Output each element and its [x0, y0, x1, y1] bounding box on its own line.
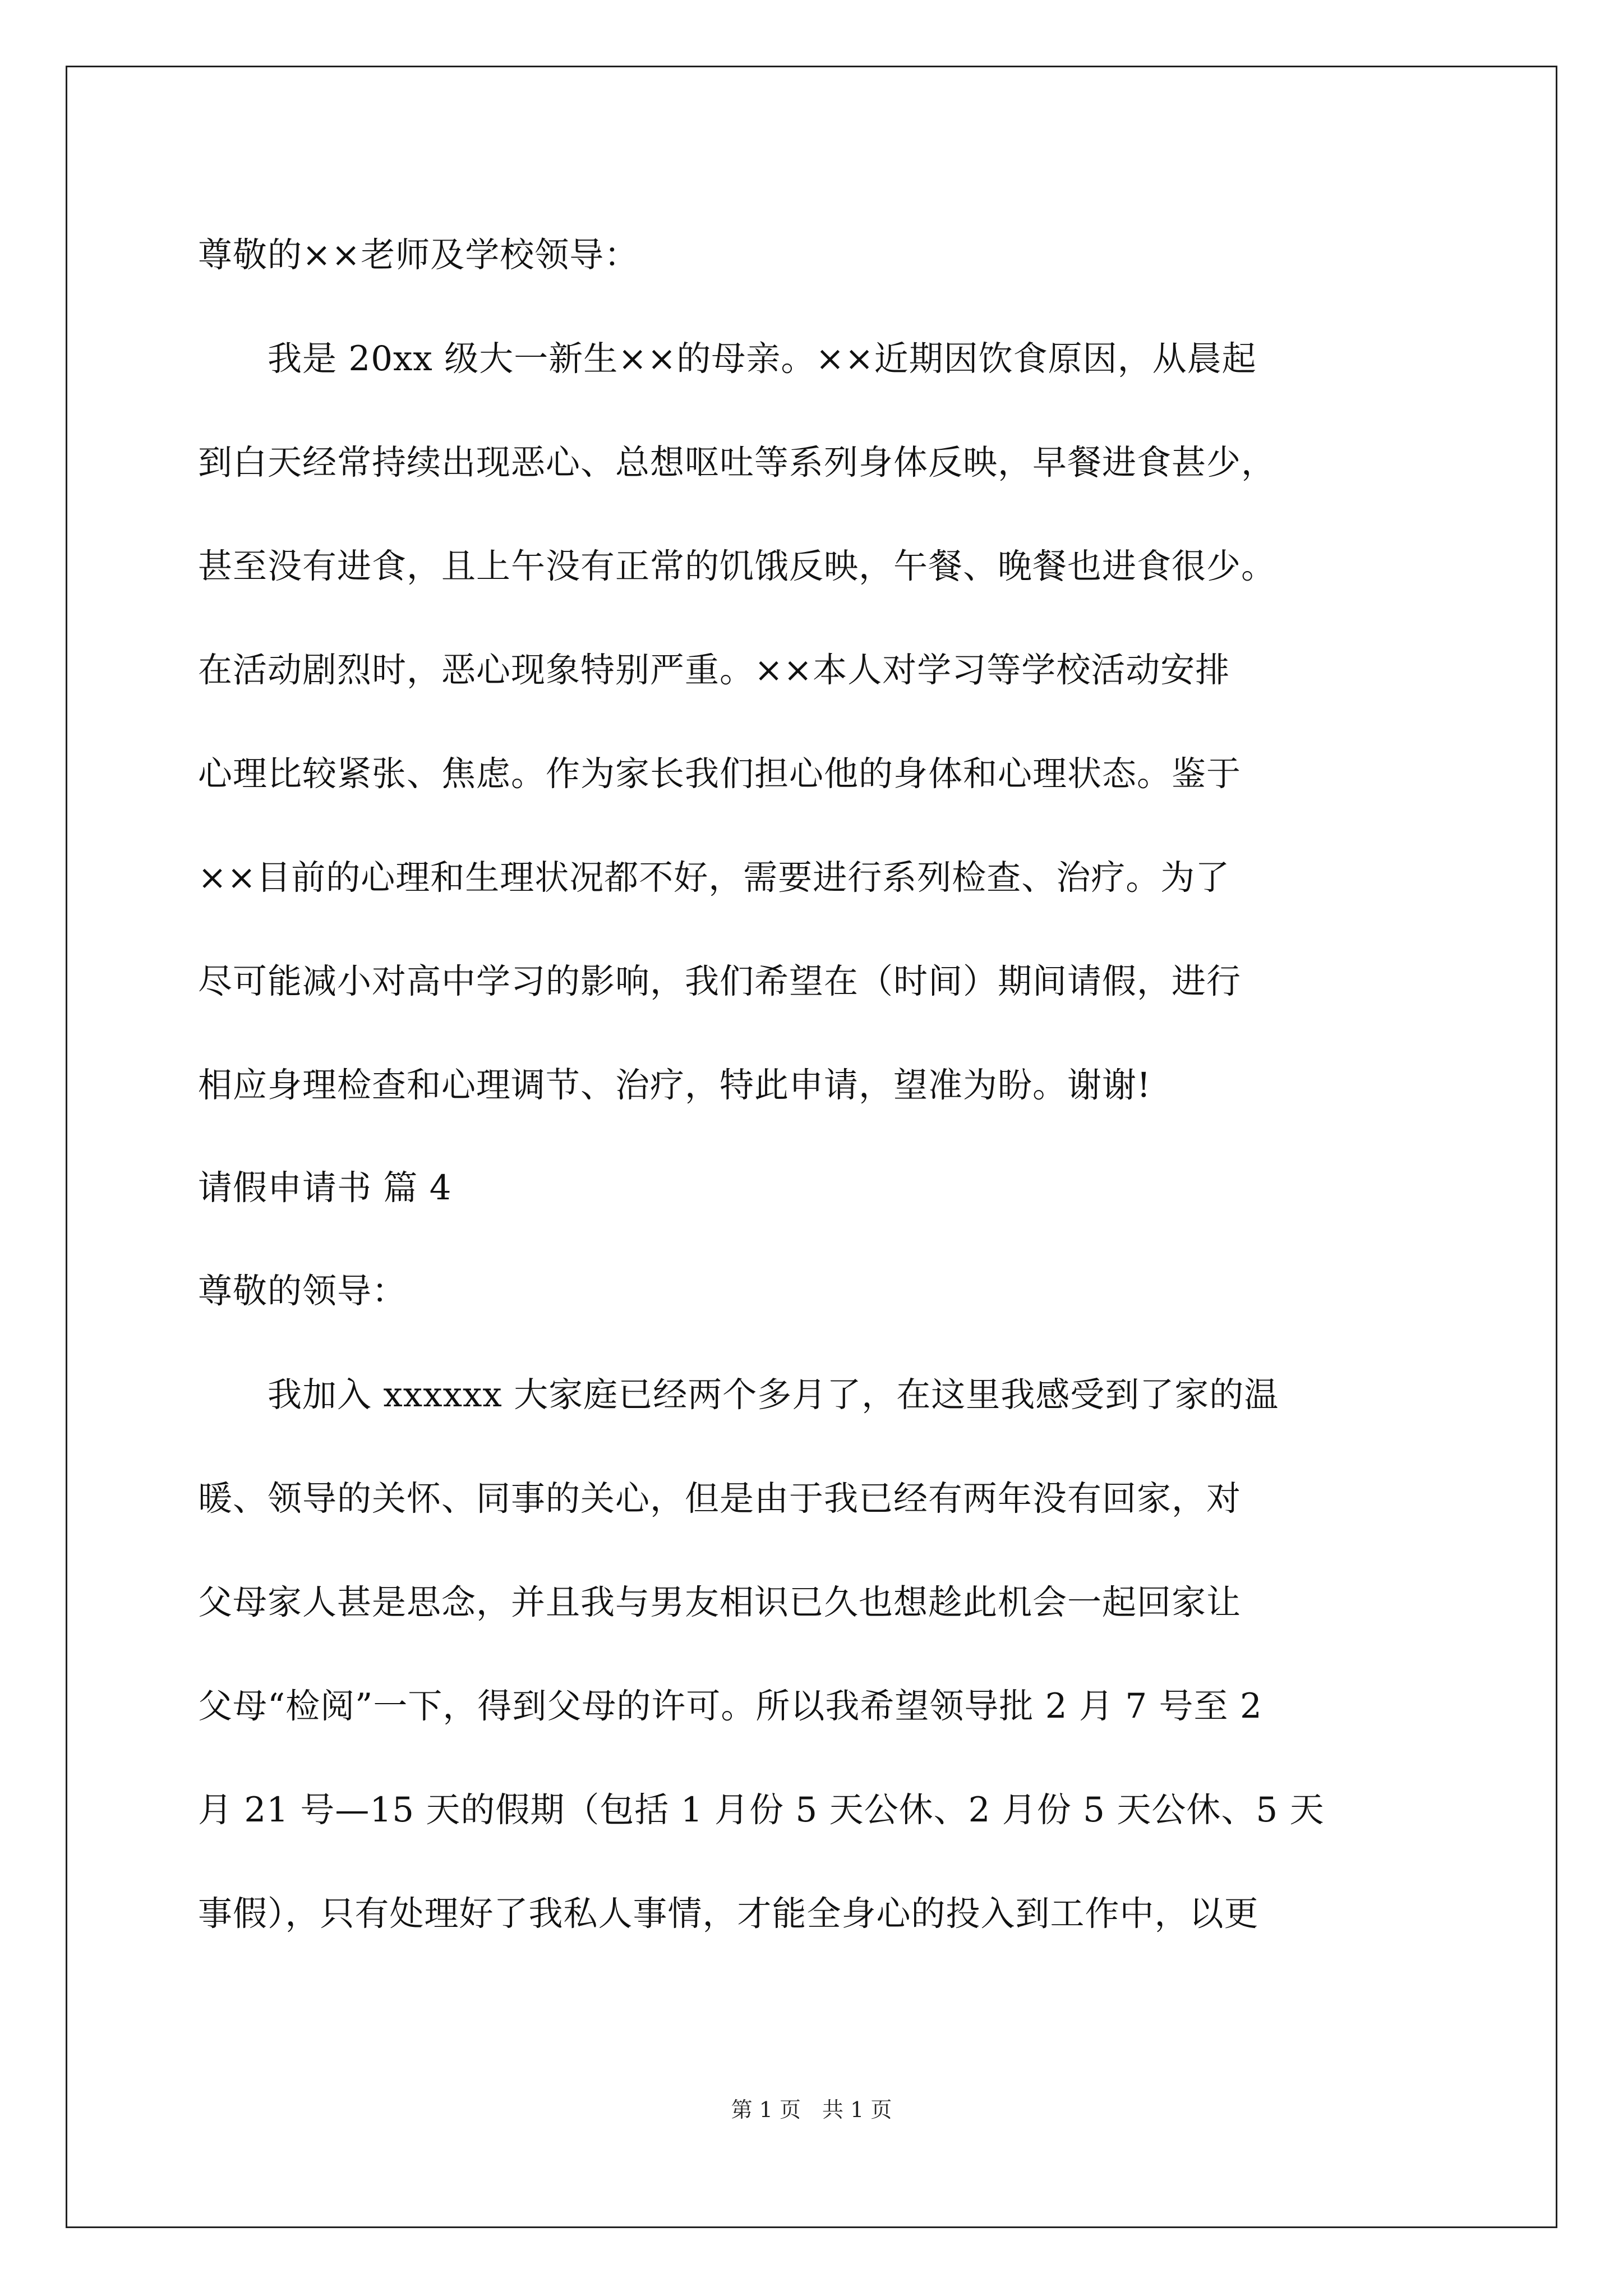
body-line: 父母家人甚是思念，并且我与男友相识已久也想趁此机会一起回家让: [198, 1582, 1242, 1622]
body-line: ××目前的心理和生理状况都不好，需要进行系列检查、治疗。为了: [198, 858, 1230, 898]
body-line: 事假），只有处理好了我私人事情，才能全身心的投入到工作中，以更: [198, 1894, 1259, 1934]
body-line: 相应身理检查和心理调节、治疗，特此申请，望准为盼。谢谢!: [198, 1065, 1151, 1105]
body-line: 暖、领导的关怀、同事的关心，但是由于我已经有两年没有回家，对: [198, 1479, 1242, 1519]
body-line: 到白天经常持续出现恶心、总想呕吐等系列身体反映，早餐进食甚少，: [198, 443, 1276, 482]
body-line: 尽可能减小对高中学习的影响，我们希望在（时间）期间请假，进行: [198, 961, 1242, 1001]
body-line: 在活动剧烈时，恶心现象特别严重。××本人对学习等学校活动安排: [198, 650, 1230, 690]
body-line: 甚至没有进食，且上午没有正常的饥饿反映，午餐、晚餐也进食很少。: [198, 546, 1276, 586]
section-heading: 请假申请书 篇 4: [198, 1168, 452, 1208]
salutation-1: 尊敬的××老师及学校领导：: [198, 235, 639, 275]
body-line: 父母“检阅”一下，得到父母的许可。所以我希望领导批 2 月 7 号至 2: [198, 1686, 1262, 1726]
body-line: 月 21 号—15 天的假期（包括 1 月份 5 天公休、2 月份 5 天公休、5 天: [198, 1790, 1325, 1830]
page-footer: 第 1 页 共 1 页: [731, 2097, 892, 2122]
body-line: 我加入 xxxxxx 大家庭已经两个多月了，在这里我感受到了家的温: [198, 1375, 1279, 1415]
body-line: 心理比较紧张、焦虑。作为家长我们担心他的身体和心理状态。鉴于: [198, 754, 1242, 794]
body-line: 我是 20xx 级大一新生××的母亲。××近期因饮食原因，从晨起: [198, 339, 1257, 379]
salutation-2: 尊敬的领导：: [198, 1271, 407, 1311]
